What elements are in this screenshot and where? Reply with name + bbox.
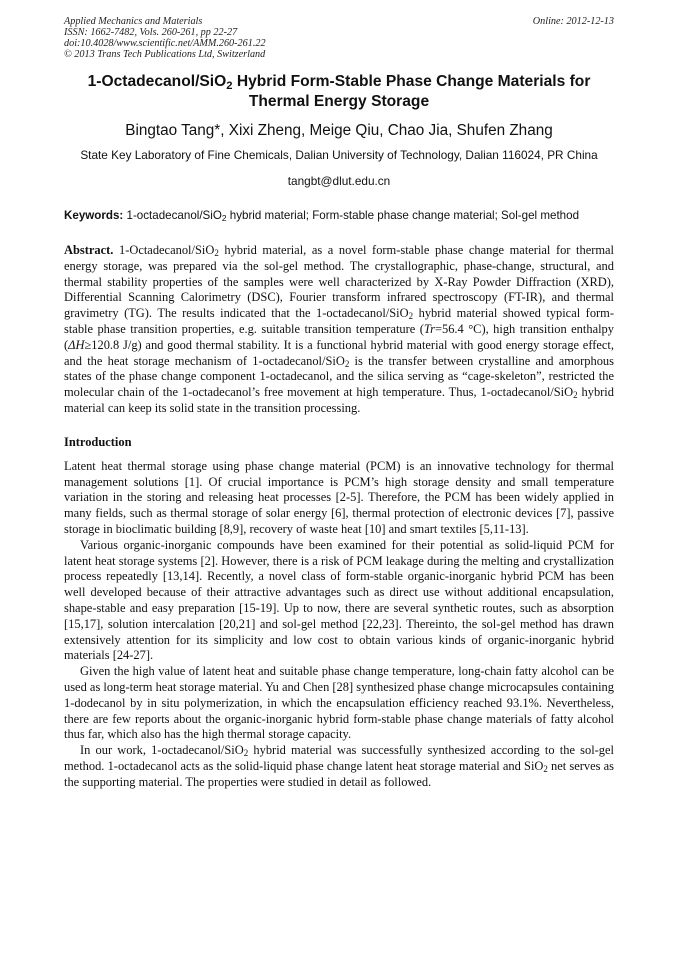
- keywords: Keywords: 1-octadecanol/SiO$_2$ hybrid material; Form-stable phase change material; Sol-gel method: [64, 209, 580, 224]
- doi-line: doi:10.4028/www.scientific.net/AMM.260-261.22: [64, 38, 266, 49]
- paper-title: 1-Octadecanol/SiO$_2$ Hybrid Form-Stable Phase Change Materials for Thermal Energy Storage: [87, 73, 591, 110]
- intro-paragraph-2: Various organic-inorganic compounds have been examined for their potential as solid-liquid PCM for latent heat storage systems [2]. However, there is a risk of PCM leakage during the melting and crystallization process repeatedly [13,14]. Recently, a novel class of form-stable organic-inorganic hybrid PCM has been well developed because of their attractive advantages such as direct use without additional encapsulation, shape-stable and easy preparation [15-19]. Up to now, there are several synthetic routes, such as absorption [15,17], solution intercalation [20,21] and sol-gel method [22,23]. Thereinto, the sol-gel method has drawn extensively attention for its simplicity and low cost to obtain various kinds of organic-inorganic hybrid materials [24-27].: [64, 537, 614, 663]
- online-date: Online: 2012-12-13: [532, 16, 614, 27]
- keywords-label: Keywords:: [64, 209, 124, 222]
- copyright-line: © 2013 Trans Tech Publications Ltd, Switzerland: [64, 49, 266, 60]
- author-list: Bingtao Tang*, Xixi Zheng, Meige Qiu, Chao Jia, Shufen Zhang: [125, 122, 553, 139]
- intro-paragraph-4: In our work, 1-octadecanol/SiO$_2$ hybrid material was successfully synthesized according to the sol-gel method. 1-octadecanol acts as the solid-liquid phase change latent heat storage material and SiO$_2$ net serves as the supporting material. The properties were studied in detail as followed.: [64, 743, 615, 789]
- journal-header: [64, 16, 614, 60]
- intro-paragraph-1: Latent heat thermal storage using phase change material (PCM) is an innovative technology for thermal management solutions [1]. Of crucial importance is PCM’s high storage density and small temperature variation in the storing and releasing heat processes [2-5]. Therefore, the PCM has been widely applied in many fields, such as thermal storage of solar energy [6], thermal protection of electronic devices [7], passive storage in bioclimatic building [8,9], recovery of waste heat [10] and smart textiles [5,11-13].: [64, 458, 614, 536]
- abstract-label: Abstract.: [64, 243, 114, 257]
- contact-email[interactable]: tangbt@dlut.edu.cn: [287, 174, 391, 188]
- affiliation: State Key Laboratory of Fine Chemicals, Dalian University of Technology, Dalian 116024, PR China: [80, 148, 598, 162]
- intro-paragraph-3: Given the high value of latent heat and suitable phase change temperature, long-chain fatty alcohol can be used as long-term heat storage material. Yu and Chen [28] synthesized phase change microcapsules containing 1-dodecanol by in situ polymerization, in which the encapsulation efficiency reached 93.1%. Nevertheless, there are few reports about the organic-inorganic hybrid form-stable phase change materials of fatty alcohol thus far, which also has the high thermal storage capacity.: [64, 664, 614, 742]
- publication-info: [64, 16, 266, 60]
- issn-line: ISSN: 1662-7482, Vols. 260-261, pp 22-27: [64, 27, 238, 38]
- section-heading-introduction: Introduction: [64, 434, 132, 449]
- abstract: Abstract. 1-Octadecanol/SiO$_2$ hybrid material, as a novel form-stable phase change material for thermal energy storage, was prepared via the sol-gel method. The crystallographic, phase-change, structural, and thermal stability properties of the samples were well characterized by X-Ray Powder Diffraction (XRD), Differential Scanning Calorimetry (DSC), Fourier transform infrared spectroscopy (FT-IR), and thermal gravimetry (TG). The results indicated that the 1-octadecanol/SiO$_2$ hybrid material showed typical form-stable phase transition properties, e.g. suitable transition temperature (Tr=56.4 °C), high transition enthalpy (ΔH≥120.8 J/g) and good thermal stability. It is a functional hybrid material with good energy storage effect, and the heat storage mechanism of 1-octadecanol/SiO$_2$ is the transfer between crystalline and amorphous states of the phase change component 1-octadecanol, and the silica serving as “cage-skeleton”, restricted the molecular chain of the 1-octadecanol’s free movement at high temperature. Thus, 1-octadecanol/SiO$_2$ hybrid material can keep its solid state in the transition processing.: [64, 243, 615, 415]
- journal-name: Applied Mechanics and Materials: [64, 16, 203, 27]
